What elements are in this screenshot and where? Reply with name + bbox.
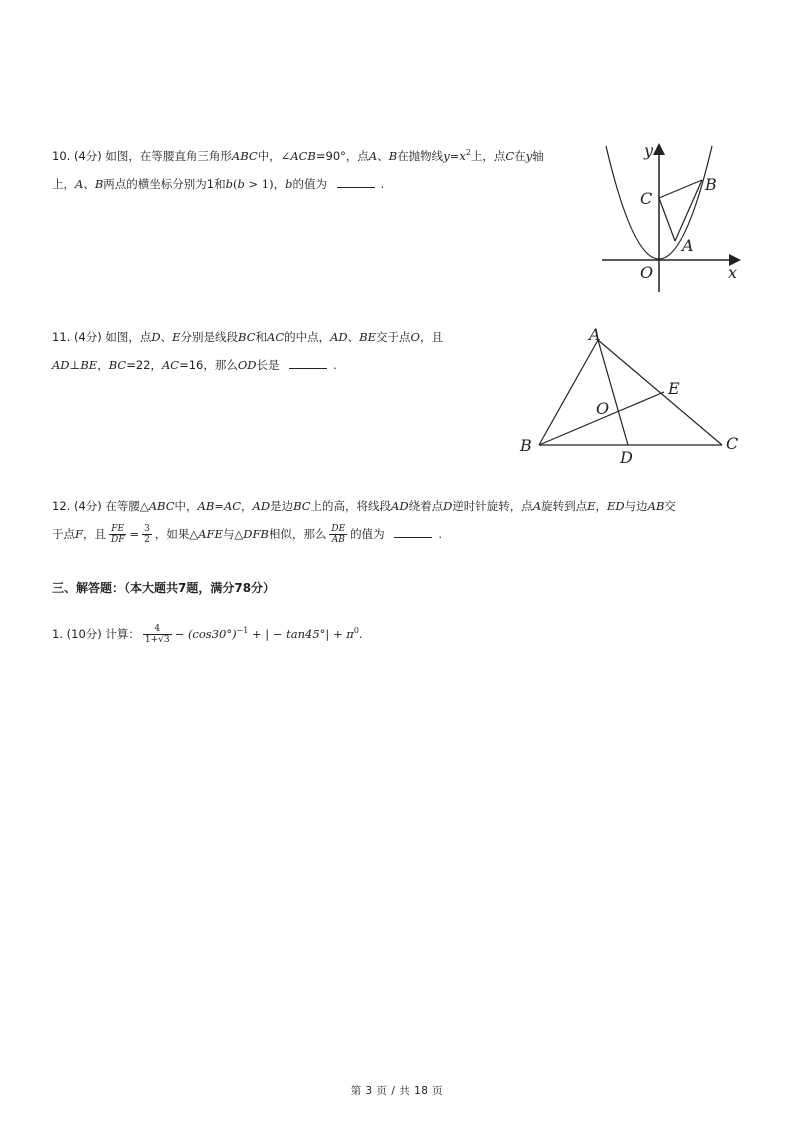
question-11-line-2: AD⊥BE，BC=22，AC=16，那么OD长是 . xyxy=(52,358,337,372)
label-e: E xyxy=(668,379,680,398)
question-points: (10分) xyxy=(66,626,102,641)
fraction-fe-df: $\frac{FE}{DF}$ xyxy=(110,524,125,545)
question-10 xyxy=(52,139,544,198)
question-12-line-1: 12. (4分) 在等腰△ABC中，AB=AC，AD是边BC上的高，将线段AD绕着点D逆时针旋转，点A旋转到点E，ED与边AB交 xyxy=(52,499,676,513)
question-12 xyxy=(52,492,676,548)
fraction-4-over-1-plus-root3: $\frac{4}{1+√3}$ xyxy=(144,623,170,645)
question-number: 12. xyxy=(52,499,71,513)
question-points: (4分) xyxy=(73,499,102,513)
question-10-line-2: 上，A、B两点的横坐标分别为1和b(b > 1)，b的值为 . xyxy=(52,176,385,191)
question-points: (4分) xyxy=(73,330,102,344)
question-points: (4分) xyxy=(73,148,102,163)
question-12-line-2: 于点F，且 $\frac{FE}{DF}$ = $\frac{3}{2}$ ，如果△AFE与△DFB相似，那么 $\frac{DE}{AB}$ 的值为 . xyxy=(52,524,442,545)
answer-blank xyxy=(289,358,327,369)
triangle-figure xyxy=(512,322,752,468)
question-10-line-1: 10. (4分) 如图，在等腰直角三角形ABC中，∠ACB=90°，点A、B在抛物线$y=x^2$上，点C在y轴 xyxy=(52,148,544,163)
label-a: A xyxy=(589,325,601,344)
label-a: A xyxy=(682,236,694,255)
label-o: O xyxy=(596,399,610,418)
answer-blank xyxy=(337,177,375,188)
question-11 xyxy=(52,323,443,379)
answer-blank xyxy=(394,527,432,538)
question-number: 10. xyxy=(52,148,71,163)
label-b: B xyxy=(520,436,532,455)
page-footer: 第 3 页 / 共 18 页 xyxy=(350,1085,444,1097)
label-o: O xyxy=(640,263,654,282)
segment-ab xyxy=(539,340,598,445)
segment-ca xyxy=(659,198,675,241)
fraction-3-2: $\frac{3}{2}$ xyxy=(144,524,150,545)
segment-ad xyxy=(598,340,628,445)
parabola-figure xyxy=(596,136,746,296)
label-c: C xyxy=(640,189,653,208)
label-y: y xyxy=(644,141,654,160)
segment-ac xyxy=(598,340,722,445)
section-heading: 三、解答题：（本大题共7题，满分78分） xyxy=(52,581,276,595)
label-b: B xyxy=(705,175,717,194)
label-d: D xyxy=(620,448,633,467)
question-number: 11. xyxy=(52,330,71,344)
problem-1: 1. (10分) 计算： $\frac{4}{1+√3}$ − $(\cos 30^\circ)^{-1}$ + | − $\tan 45^\circ| + \pi^0$. xyxy=(52,623,363,645)
label-c: C xyxy=(726,434,739,453)
question-number: 1. xyxy=(52,626,63,641)
question-11-line-1: 11. (4分) 如图，点D、E分别是线段BC和AC的中点，AD、BE交于点O，且 xyxy=(52,330,443,344)
fraction-de-ab: $\frac{DE}{AB}$ xyxy=(331,524,346,545)
label-x: x xyxy=(728,263,738,282)
